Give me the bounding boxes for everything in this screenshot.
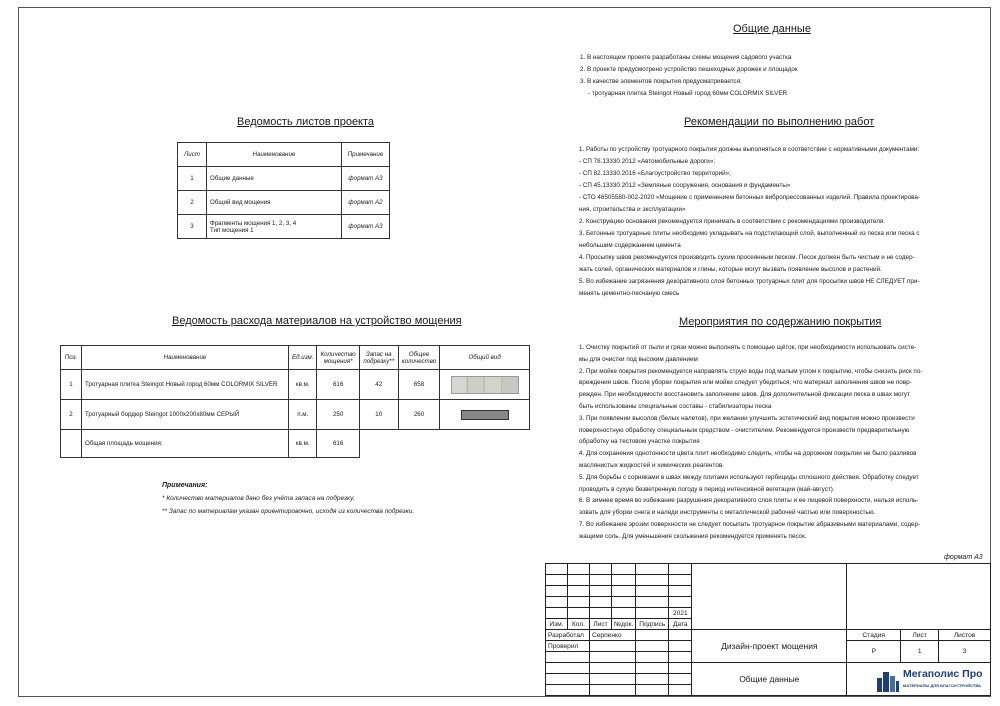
logo-tagline: МАТЕРИАЛЫ ДЛЯ БЛАГОУСТРОЙСТВА <box>903 683 981 688</box>
stamp-cell <box>546 564 568 575</box>
sheet-num: 1 <box>178 167 207 191</box>
materials-header-view: Общий вид <box>440 346 530 370</box>
stamp-sheet-label: Лист <box>901 630 939 641</box>
total-qty: 616 <box>317 430 359 458</box>
stamp-col-header: Кол. <box>568 619 590 630</box>
recommendations-line: небольшим содержанием цемента <box>579 242 681 249</box>
material-name: Тротуарная плитка Steingot Новый город 60мм COLORMIX SILVER <box>82 370 289 400</box>
recommendations-line: 2. Конструкцию основания рекомендуется принимать в соответствии с рекомендациями производителя. <box>579 218 886 225</box>
maintenance-line: проводить в сухую безветренную погоду в период интенсивной вегетации (май-август). <box>579 485 835 493</box>
company-logo <box>876 666 984 694</box>
stamp-developed-label: Разработал <box>546 630 590 641</box>
maintenance-line: 6. В зимнее время во избежание разрушения декоративного слоя плиты и ее лицевой поверхности, нельзя исполь- <box>579 497 919 505</box>
table-row <box>61 370 530 400</box>
materials-header-name: Наименование <box>82 346 289 370</box>
stamp-col-header: Подпись <box>636 619 669 630</box>
total-blank <box>359 430 398 458</box>
stamp-cell <box>669 564 692 575</box>
total-label: Общая площадь мощения: <box>82 430 289 458</box>
material-view <box>440 370 530 400</box>
material-pos: 2 <box>61 400 82 430</box>
stamp-project-title: Дизайн-проект мощения <box>692 630 847 663</box>
total-blank <box>440 430 530 458</box>
maintenance-line: 5. Для борьбы с сорняками в швах между плитами используют гербициды сплошного действия. Обработку следует <box>579 473 919 481</box>
stamp-cell <box>636 564 669 575</box>
maintenance-title: Мероприятия по содержанию покрытия <box>679 316 882 328</box>
material-unit: кв.м. <box>289 370 317 400</box>
maintenance-line: зовать для уборки снега и наледи инструменты с металлической рабочей частью или поверхностью. <box>579 509 876 517</box>
stamp-col-header: Изм. <box>546 619 568 630</box>
recommendations-line: 5. Во избежание загрязнения декоративного слоя бетонных тротуарных плит для просыпки швов НЕ СЛЕДУЕТ при- <box>579 278 920 285</box>
sheet-num: 3 <box>178 215 207 239</box>
material-unit: п.м. <box>289 400 317 430</box>
maintenance-line: маслянистых жидкостей и химических реагентов. <box>579 462 724 469</box>
sheet-name: Общий вид мощения <box>207 191 342 215</box>
sheets-table <box>177 142 390 239</box>
total-unit: кв.м. <box>289 430 317 458</box>
stamp-col-header: Лист <box>590 619 612 630</box>
stamp-col-header: №док. <box>612 619 636 630</box>
stamp-year: 2021 <box>669 608 692 619</box>
stamp-cell <box>568 564 590 575</box>
maintenance-line: обработку на тестовом участке покрытия <box>579 438 700 446</box>
recommendations-line: ния, строительства и эксплуатации» <box>579 206 686 213</box>
general-item: 3. В качестве элементов покрытия предусматривается: <box>580 78 742 85</box>
sheets-title: Ведомость листов проекта <box>237 116 375 128</box>
sheet-note: формат А3 <box>342 215 390 239</box>
stamp-cell <box>612 564 636 575</box>
sheet-name-line2: Тип мощения 1 <box>210 226 254 234</box>
maintenance-line: 7. Во избежание эрозии поверхности не следует посыпать тротуарное покрытие абразивными материалами, содер- <box>579 521 921 528</box>
sheet-num: 2 <box>178 191 207 215</box>
material-pos: 1 <box>61 370 82 400</box>
sheets-header-num: Лист <box>178 143 207 167</box>
recommendations-line: - СП 78.13330.2012 «Автомобильные дороги»; <box>579 158 716 165</box>
recommendations-line: - СП 82.13330.2016 «Благоустройство территорий»; <box>579 170 731 177</box>
material-qty: 616 <box>317 370 359 400</box>
sheets-header-name: Наименование <box>207 143 342 167</box>
stamp-sheets: 3 <box>939 641 991 663</box>
curb-swatch <box>461 410 509 420</box>
note-line-2: ** Запас по материалам указан ориентировочно, исходя из количества подрезки. <box>162 508 415 515</box>
maintenance-line: 2. При мойке покрытия рекомендуется направлять струю воды под малым углом к покрытию, чтобы снизить риск по- <box>579 367 923 375</box>
general-item: 1. В настоящем проекте разработаны схемы мощения садового участка <box>580 54 792 61</box>
material-reserve: 10 <box>359 400 398 430</box>
stamp-sheet: 1 <box>901 641 939 663</box>
recommendations-line: 4. Просыпку швов рекомендуется производить сухим просеянным песком. Песок должен быть чистым и не содер- <box>579 254 915 261</box>
sheet-note: формат А3 <box>342 167 390 191</box>
recommendations-line: жать солей, органических материалов и глины, которые могут вызвать появление высолов и растений. <box>579 266 882 273</box>
sheet-name: Общие данные <box>207 167 342 191</box>
material-qty: 250 <box>317 400 359 430</box>
materials-title: Ведомость расхода материалов на устройство мощения <box>172 315 462 327</box>
materials-header-unit: Ед.изм. <box>289 346 317 370</box>
stamp-stage-label: Стадия <box>847 630 901 641</box>
maintenance-line: режден. При необходимости восстановить заполнение швов. Для дополнительной фиксации песка в швах могут <box>579 391 910 399</box>
sheet-name <box>207 215 342 239</box>
table-row-total <box>61 430 530 458</box>
stamp-stage: Р <box>847 641 901 663</box>
material-total: 658 <box>398 370 440 400</box>
materials-header-total: Общее количество <box>398 346 440 370</box>
general-item: - тротуарная плитка Steingot Новый город 60мм COLORMIX SILVER <box>588 90 788 97</box>
materials-table <box>60 345 530 458</box>
maintenance-line: 1. Очистку покрытий от пыли и грязи можно выполнять с помощью щёток, при необходимости использовать систе- <box>579 344 917 351</box>
recommendations-line: - СТО 46505580-002-2020 «Мощение с применением бетонных вибропрессованных изделий. Правила проектирова- <box>579 194 920 201</box>
recommendations-line: менять цементно-песчаную смесь <box>579 290 680 297</box>
note-line-1: * Количество материалов дано без учёта запаса на подрезку. <box>162 495 355 502</box>
general-item: 2. В проекте предусмотрено устройство пешеходных дорожек и площадок <box>580 66 798 73</box>
format-label: формат А3 <box>944 554 983 561</box>
maintenance-line: 3. При появлении высолов (белых налетов), при желании улучшить эстетический вид покрытия можно произвести <box>579 414 915 422</box>
table-row <box>178 167 390 191</box>
table-row <box>178 215 390 239</box>
stamp-cell <box>590 564 612 575</box>
recommendations-line: - СП 45.13330.2012 «Земляные сооружения, основания и фундаменты» <box>579 182 791 189</box>
maintenance-line: поверхностную обработку специальным средством - очистителем. Рекомендуется произвести предварительную <box>579 426 910 434</box>
total-empty <box>61 430 82 458</box>
maintenance-line: вреждения швов. После уборки покрытия или мойки следует убедиться, что материал заполнения швов не повр- <box>579 379 912 387</box>
materials-header-reserve: Запас на подрезку** <box>359 346 398 370</box>
materials-header-pos: Поз. <box>61 346 82 370</box>
stamp-developed-name: Серпенко <box>590 630 636 641</box>
material-reserve: 42 <box>359 370 398 400</box>
table-row <box>61 400 530 430</box>
stamp-col-header: Дата <box>669 619 692 630</box>
stamp-blank <box>847 564 991 630</box>
table-row <box>178 191 390 215</box>
maintenance-line: мы для очистки под высоким давлением <box>579 355 698 363</box>
material-total: 260 <box>398 400 440 430</box>
stamp-sheets-label: Листов <box>939 630 991 641</box>
recommendations-line: 1. Работы по устройству тротуарного покрытия должны выполняться в соответствии с нормативными документами: <box>579 146 920 153</box>
total-blank <box>398 430 440 458</box>
stamp-sheet-title: Общие данные <box>692 663 847 696</box>
material-view <box>440 400 530 430</box>
material-name: Тротуарный бордюр Steingot 1000х200х80мм СЕРЫЙ <box>82 400 289 430</box>
general-title: Общие данные <box>733 23 811 35</box>
sheet-note: формат А2 <box>342 191 390 215</box>
logo-buildings-icon <box>876 668 900 692</box>
stamp-blank <box>692 564 847 630</box>
notes-title: Примечания: <box>162 482 208 489</box>
maintenance-line: жащими соль. Для уменьшения скольжения рекомендуется применять песок. <box>579 532 807 540</box>
logo-name: Мегаполис Про <box>903 668 983 680</box>
paving-tile-swatch <box>451 376 519 394</box>
maintenance-line: быть использованы специальные составы - стабилизаторы песка <box>579 403 772 410</box>
stamp-checked-label: Проверил <box>546 641 590 652</box>
maintenance-line: 4. Для сохранения однотонности цвета плит необходимо следить, чтобы на дорожном покрытии не было разливов <box>579 450 917 458</box>
recommendations-line: 3. Бетонные тротуарные плиты необходимо укладывать на подстилающий слой, выполненный из песка или песка с <box>579 230 920 237</box>
materials-header-qty: Количество мощения* <box>317 346 359 370</box>
sheets-header-note: Примечание <box>342 143 390 167</box>
recommendations-title: Рекомендации по выполнению работ <box>684 116 875 128</box>
sheet-name-line1: Фрагменты мощения 1, 2, 3, 4 <box>210 219 297 227</box>
